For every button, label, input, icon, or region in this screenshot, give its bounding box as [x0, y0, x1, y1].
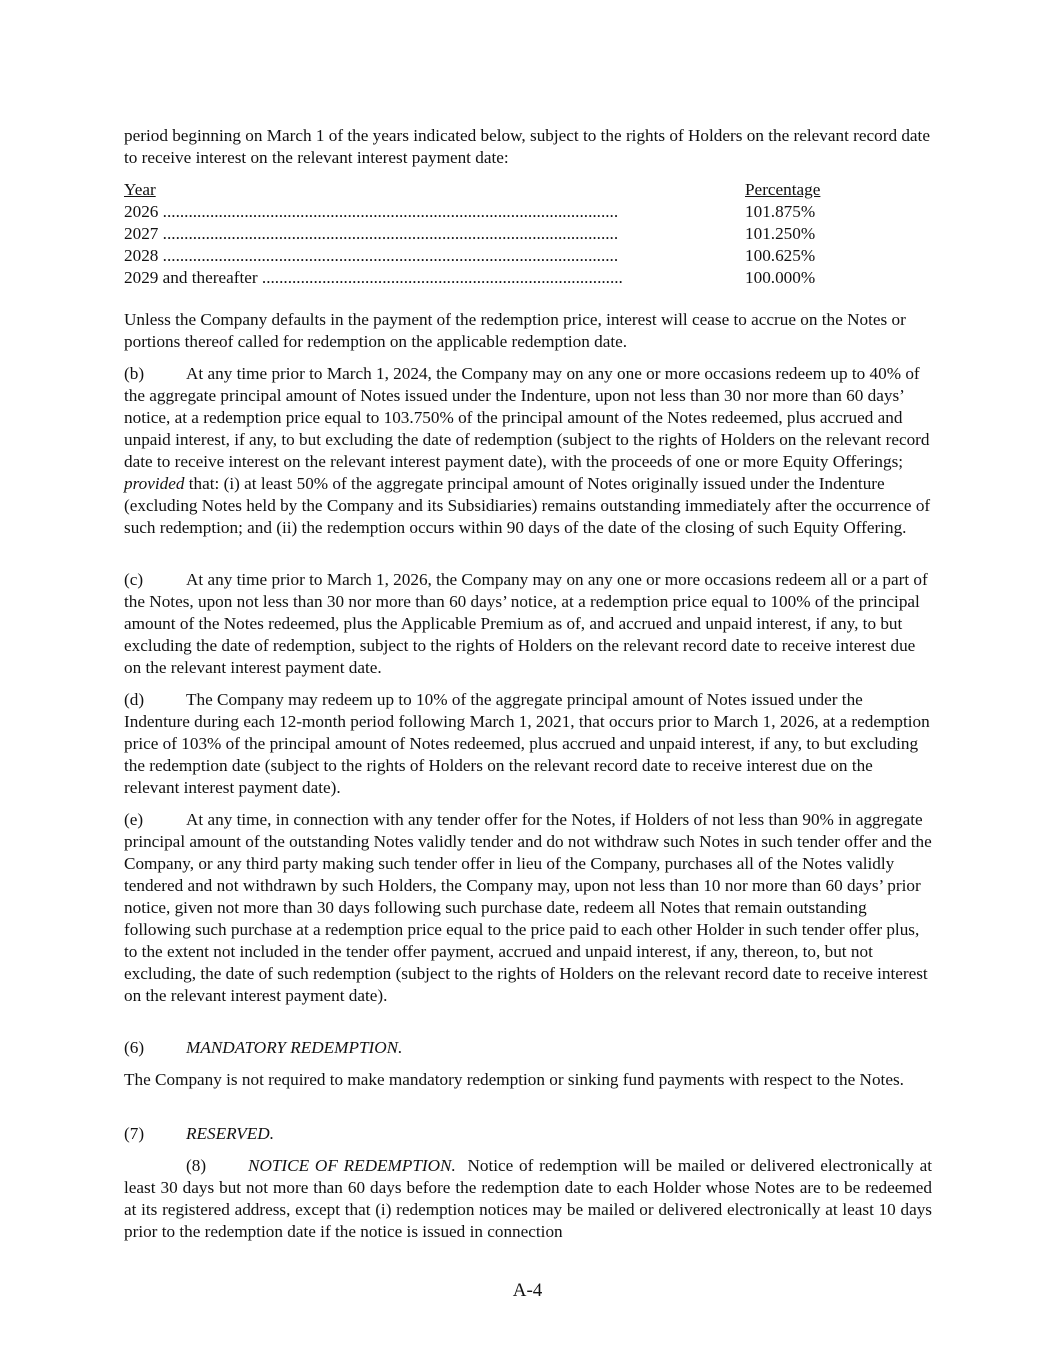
paragraph-c-text: At any time prior to March 1, 2026, the Company may on any one or more occasions redeem all or a part of the Notes, upon not less than 30 nor more than 60 days’ notice, at a redemption price equal to 100% of the principal amount of the Notes redeemed, plus the Applicable Premium as of, and accrued and unpaid interest, if any, to but excluding the date of redemption, subject to the rights of Holders on the relevant record date to receive interest due on the relevant interest payment date. [124, 570, 928, 677]
table-row [124, 245, 844, 267]
section-7-title: RESERVED. [186, 1124, 274, 1143]
paragraph-b [124, 363, 932, 539]
section-6-title: MANDATORY REDEMPTION. [186, 1038, 403, 1057]
percentage-cell: 101.250% [745, 224, 816, 243]
mandatory-redemption-paragraph: The Company is not required to make mandatory redemption or sinking fund payments with respect to the Notes. [124, 1070, 904, 1089]
table-row [124, 267, 844, 289]
percentage-cell: 100.625% [745, 246, 816, 265]
redemption-table-header [124, 179, 844, 201]
paragraph-d-label: (d) [124, 690, 145, 709]
percentage-column-header: Percentage [745, 180, 821, 199]
paragraph-b-text-2: that: (i) at least 50% of the aggregate principal amount of Notes originally issued under the Indenture (excluding Notes held by the Company and its Subsidiaries) remains outstanding immediately after the occurrence of such redemption; and (ii) the redemption occurs within 90 days of the date of the closing of such Equity Offering. [124, 474, 931, 537]
year-cell: 2028 .......................................................................................................... [124, 246, 619, 265]
year-cell: 2029 and thereafter .................................................................................... [124, 268, 623, 287]
paragraph-c [124, 569, 932, 679]
year-cell: 2026 .......................................................................................................... [124, 202, 619, 221]
unless-paragraph: Unless the Company defaults in the payment of the redemption price, interest will cease to accrue on the Notes or portions thereof called for redemption on the applicable redemption date. [124, 310, 906, 351]
section-7-heading [124, 1123, 932, 1145]
section-6-number: (6) [124, 1038, 145, 1057]
percentage-cell: 101.875% [745, 202, 816, 221]
paragraph-e-text: At any time, in connection with any tender offer for the Notes, if Holders of not less than 90% in aggregate principal amount of the outstanding Notes validly tender and do not withdraw such Notes in such tender offer and the Company, or any third party making such tender offer in lieu of the Company, purchases all of the Notes validly tendered and not withdrawn by such Holders, the Company may, upon not less than 10 nor more than 60 days’ prior notice, given not more than 30 days following such purchase date, redeem all Notes that remain outstanding following such purchase at a redemption price equal to the price paid to each other Holder in such tender offer plus, to the extent not included in the tender offer payment, accrued and unpaid interest, if any, thereon, to, but not excluding, the date of such redemption (subject to the rights of Holders on the relevant record date to receive interest on the relevant interest payment date). [124, 810, 932, 1005]
paragraph-b-text-1: At any time prior to March 1, 2024, the Company may on any one or more occasions redeem up to 40% of the aggregate principal amount of Notes issued under the Indenture, upon not less than 30 nor more than 60 days’ notice, at a redemption price equal to 103.750% of the principal amount of the Notes redeemed, plus accrued and unpaid interest, if any, to but excluding the date of redemption (subject to the rights of Holders on the relevant record date to receive interest on the relevant interest payment date), with the proceeds of one or more Equity Offerings; [124, 364, 930, 471]
paragraph-d-text: The Company may redeem up to 10% of the aggregate principal amount of Notes issued under the Indenture during each 12-month period following March 1, 2021, that occurs prior to March 1, 2026, at a redemption price of 103% of the principal amount of Notes redeemed, plus accrued and unpaid interest, if any, to but excluding the redemption date (subject to the rights of Holders on the relevant record date to receive interest due on the relevant interest payment date). [124, 690, 930, 797]
table-row [124, 223, 844, 245]
paragraph-c-label: (c) [124, 570, 144, 589]
page-number: A-4 [512, 1280, 543, 1301]
paragraph-d [124, 689, 932, 799]
section-8-text: Notice of redemption will be mailed or delivered electronically at least 30 days but not more than 60 days before the redemption date to each Holder whose Notes are to be redeemed at its registered address, except that (i) redemption notices may be mailed or delivered electronically at least 10 days prior to the redemption date if the notice is issued in connection [124, 1156, 932, 1241]
section-7-number: (7) [124, 1124, 145, 1143]
section-6-heading [124, 1037, 932, 1059]
section-8-paragraph [124, 1155, 932, 1243]
section-8-title: NOTICE OF REDEMPTION. [248, 1156, 456, 1175]
paragraph-b-label: (b) [124, 364, 145, 383]
paragraph-e-label: (e) [124, 810, 144, 829]
section-8-number: (8) [186, 1156, 207, 1175]
paragraph-b-italic: provided [124, 474, 185, 493]
paragraph-e [124, 809, 932, 1007]
intro-paragraph: period beginning on March 1 of the years indicated below, subject to the rights of Holders on the relevant record date to receive interest on the relevant interest payment date: [124, 126, 930, 167]
table-row [124, 201, 844, 223]
year-cell: 2027 .......................................................................................................... [124, 224, 619, 243]
year-column-header: Year [124, 180, 156, 199]
percentage-cell: 100.000% [745, 268, 816, 287]
